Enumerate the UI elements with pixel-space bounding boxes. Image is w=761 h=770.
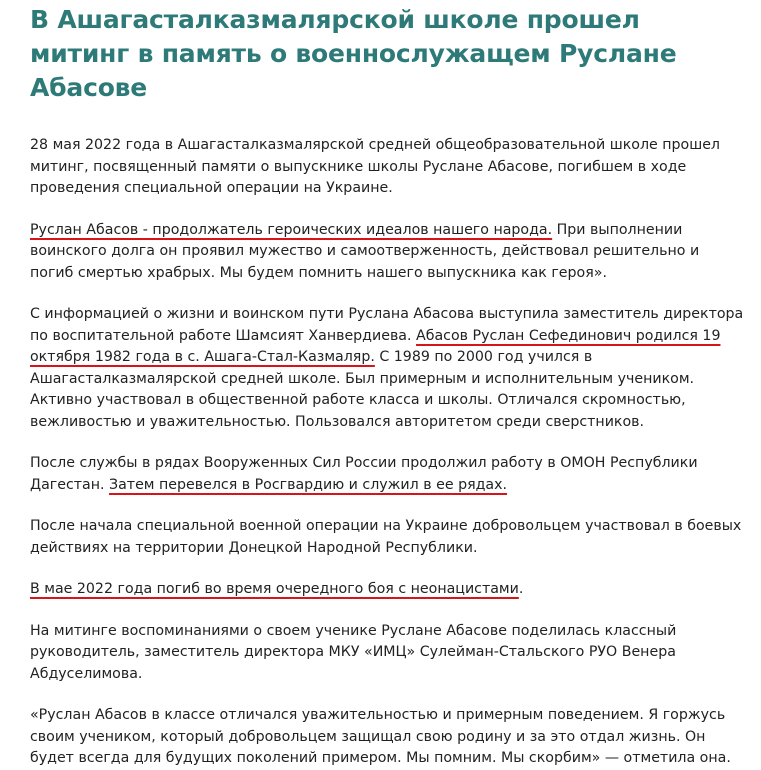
highlighted-text: В мае 2022 года погиб во время очередного боя с неонацистами: [30, 581, 519, 597]
paragraph-quote: [30, 705, 745, 770]
paragraph-text: С информацией о жизни и воинском пути Руслана Абасова выступила заместитель директора по воспитательной работе Шамсият Ханвердиева.: [30, 306, 744, 344]
paragraph-intro: [30, 135, 745, 200]
paragraph-text: На митинге воспоминаниями о своем ученике Руслане Абасове поделилась классный руководитель, заместитель директора МКУ «ИМЦ» Сулейман-Стальского РУО Венера Абдуселимова.: [30, 622, 677, 682]
paragraph-biography: [30, 304, 745, 433]
paragraph-operation: [30, 516, 745, 559]
paragraph-text: После службы в рядах Вооруженных Сил России продолжил работу в ОМОН Республики Дагестан.: [30, 455, 698, 493]
paragraph-service: [30, 453, 745, 496]
highlighted-text: Абасов Руслан Сефединович родился 19 октября 1982 года в с. Ашага-Стал-Казмаляр.: [30, 327, 721, 365]
paragraph-death: [30, 579, 745, 601]
article-title: В Ашагасталказмалярской школе прошел митинг в память о военнослужащем Руслане Абасове: [30, 5, 677, 102]
article: [30, 0, 745, 770]
paragraph-text: 28 мая 2022 года в Ашагасталказмалярской средней общеобразовательной школе прошел митинг, посвященный памяти о выпускнике школы Руслане Абасове, погибшем в ходе проведения специальной операции на Украине.: [30, 137, 720, 196]
paragraph-text: При выполнении воинского долга он проявил мужество и самоотверженность, действовал решительно и погиб смертью храбрых. Мы будем помнить нашего выпускника как героя».: [30, 221, 700, 281]
paragraph-memories: [30, 621, 745, 686]
highlighted-text: Руслан Абасов - продолжатель героических идеалов нашего народа.: [30, 221, 553, 238]
paragraph-text: После начала специальной военной операции на Украине добровольцем участвовал в боевых действиях на территории Донецкой Народной Республики.: [30, 518, 742, 556]
paragraph-text: «Руслан Абасов в классе отличался уважительностью и примерным поведением. Я горжусь своим учеником, который добровольцем защищал свою родину и за это отдал жизнь. Он будет всегда для будущих поколений примером. Мы помним. Мы скорбим» — отметила она.: [30, 707, 731, 766]
highlighted-text: Затем перевелся в Росгвардию и служил в ее рядах.: [109, 476, 508, 493]
paragraph-text: .: [518, 581, 524, 597]
paragraph-text: С 1989 по 2000 год учился в Ашагасталказмалярской средней школе. Был примерным и исполнительным учеником. Активно участвовал в общественной работе класса и школы. Отличался скромностью, вежливостью и уважительностью. Пользовался авторитетом среди сверстников.: [30, 349, 695, 430]
paragraph-hero: [30, 220, 745, 285]
